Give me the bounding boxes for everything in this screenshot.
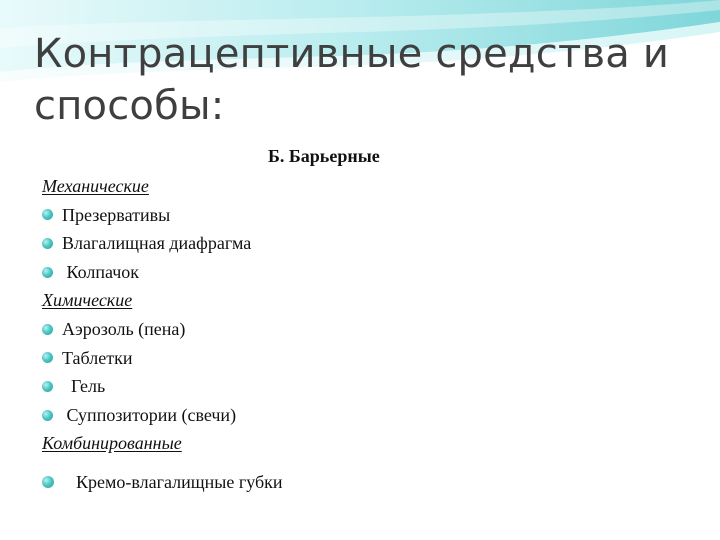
bullet-icon [42,324,53,335]
bullet-icon [42,352,53,363]
list-item [42,229,662,258]
list-item-label: Влагалищная диафрагма [62,233,252,254]
list-item [42,372,662,401]
list-item [42,468,662,497]
category-heading: Химические [42,290,133,311]
content-list [42,172,662,497]
list-item-label: Аэрозоль (пена) [62,318,186,339]
list-item [42,201,662,230]
list-item [42,344,662,373]
list-item-label: Суппозитории (свечи) [62,404,237,425]
list-item [42,401,662,430]
list-item-label: Колпачок [62,261,140,282]
bullet-icon [42,410,53,421]
list-item-label: Таблетки [62,347,133,368]
list-item-label: Гель [62,376,106,397]
category-heading: Комбинированные [42,433,182,454]
bullet-icon [42,238,53,249]
bullet-icon [42,476,54,488]
category-heading: Механические [42,176,149,196]
bullet-icon [42,267,53,278]
slide-title: Контрацептивные средства и способы: [34,31,670,129]
slide-subtitle: Б. Барьерные [268,146,380,166]
bullet-icon [42,209,53,220]
list-item-label: Кремо-влагалищные губки [76,471,283,492]
list-item [42,315,662,344]
list-item [42,258,662,287]
list-item-label: Презервативы [62,204,171,225]
bullet-icon [42,381,53,392]
